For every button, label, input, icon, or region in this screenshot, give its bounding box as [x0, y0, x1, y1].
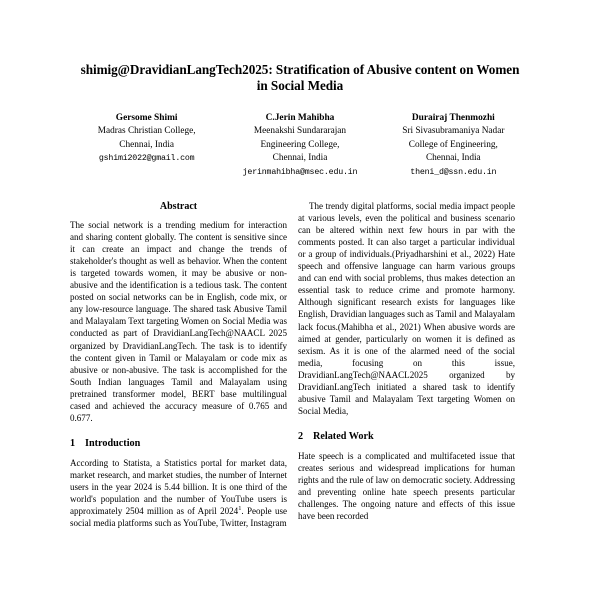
section-number: 2: [298, 430, 304, 442]
author-affiliation-line: Chennai, India: [272, 153, 328, 164]
author-affiliation-line: Meenakshi Sundararajan: [253, 126, 347, 137]
author-name: Gersome Shimi: [115, 113, 178, 123]
author-block: [223, 112, 376, 179]
author-email[interactable]: gshimi2022@gmail.com: [98, 154, 195, 164]
abstract-heading: Abstract: [159, 201, 198, 213]
author-list: [70, 112, 530, 179]
body-columns: [70, 200, 530, 598]
related-work-paragraph: Hate speech is a complicated and multifaceted issue that creates serious and widespread implications for human rights and the rule of law on democratic society. Addressing and preventing online hate speech presents particular challenges. The ongoing nature and effects of this issue have been recorded: [298, 450, 515, 522]
page-title: shimig@DravidianLangTech2025: Stratification of Abusive content on Women in Social Media: [80, 62, 520, 93]
author-affiliation-line: Chennai, India: [425, 153, 481, 164]
author-affiliation-line: College of Engineering,: [408, 139, 498, 150]
section-number: 1: [70, 437, 76, 449]
introduction-paragraph: [70, 457, 287, 529]
author-email[interactable]: theni_d@ssn.edu.in: [410, 167, 497, 177]
introduction-continuation-paragraph: The trendy digital platforms, social media impact people at various levels, even the political and business scenario can be altered within next few hours in par with the comments posted. It can also target a particular individual or a group of individuals.(Priyadharshini et al., 2022) Hate speech and offensive language can harm various groups and can end with social problems, thus makes detection an essential task to reduce crime and promote harmony. Although significant research exists for languages like English, Dravidian languages such as Tamil and Malayalam lack focus.(Mahibha et al., 2021) When abusive words are aimed at gender, particularly on women it is defined as sexism. As it is one of the alarmed need of the social media, focusing on this issue, DravidianLangTech@NAACL2025 organized by DravidianLangTech initiated a shared task to identify abusive Tamil and Malayalam Text targeting Women on Social Media,: [298, 201, 515, 416]
author-email[interactable]: jerinmahibha@msec.edu.in: [242, 167, 358, 177]
author-block: [377, 112, 530, 179]
author-block: [70, 112, 223, 179]
author-affiliation-line: Engineering College,: [260, 139, 340, 150]
author-affiliation-line: Chennai, India: [119, 139, 175, 150]
section-title: Introduction: [85, 437, 141, 449]
author-affiliation-line: Madras Christian College,: [97, 126, 196, 137]
footnote-marker[interactable]: 1: [238, 505, 242, 512]
section-heading-related-work: [298, 430, 515, 443]
author-name: Durairaj Thenmozhi: [411, 113, 495, 123]
section-title: Related Work: [313, 430, 374, 442]
right-column: [298, 200, 515, 598]
author-name: C.Jerin Mahibha: [265, 113, 335, 123]
introduction-text-part1: According to Statista, a Statistics portal for market data, market research, and market studies, the number of Internet users in the year 2024 is 5.44 billion. It is one third of the world's population and the number of YouTube users is approximately 2504 million as of April 2024: [70, 457, 287, 517]
abstract-text: The social network is a trending medium for interaction and sharing content globally. The content is sensitive since it can create an impact and change the trends of stakeholder's thought as well as behavior. When the content is targeted towards women, it may be abusive or non-abusive and the identification is a tedious task. The content posted on social networks can be in English, code mix, or any low-resource language. The shared task Abusive Tamil and Malayalam Text targeting Women on Social Media was conducted as part of DravidianLangTech@NAACL 2025 organized by DravidianLangTech. The task is to identify the content given in Tamil or Malayalam or code mix as abusive or non-abusive. The task is accomplished for the South Indian languages Tamil and Malayalam using pretrained transformer model, BERT base multilingual cased and achieved the accuracy measure of 0.765 and 0.677.: [70, 220, 287, 423]
author-affiliation-line: Sri Sivasubramaniya Nadar: [402, 126, 505, 137]
section-heading-introduction: [70, 437, 287, 450]
left-column: [70, 200, 287, 598]
title-block: [70, 0, 530, 94]
introduction-text-part2: . People use social media platforms such as YouTube, Twitter, Instagram: [70, 506, 287, 529]
